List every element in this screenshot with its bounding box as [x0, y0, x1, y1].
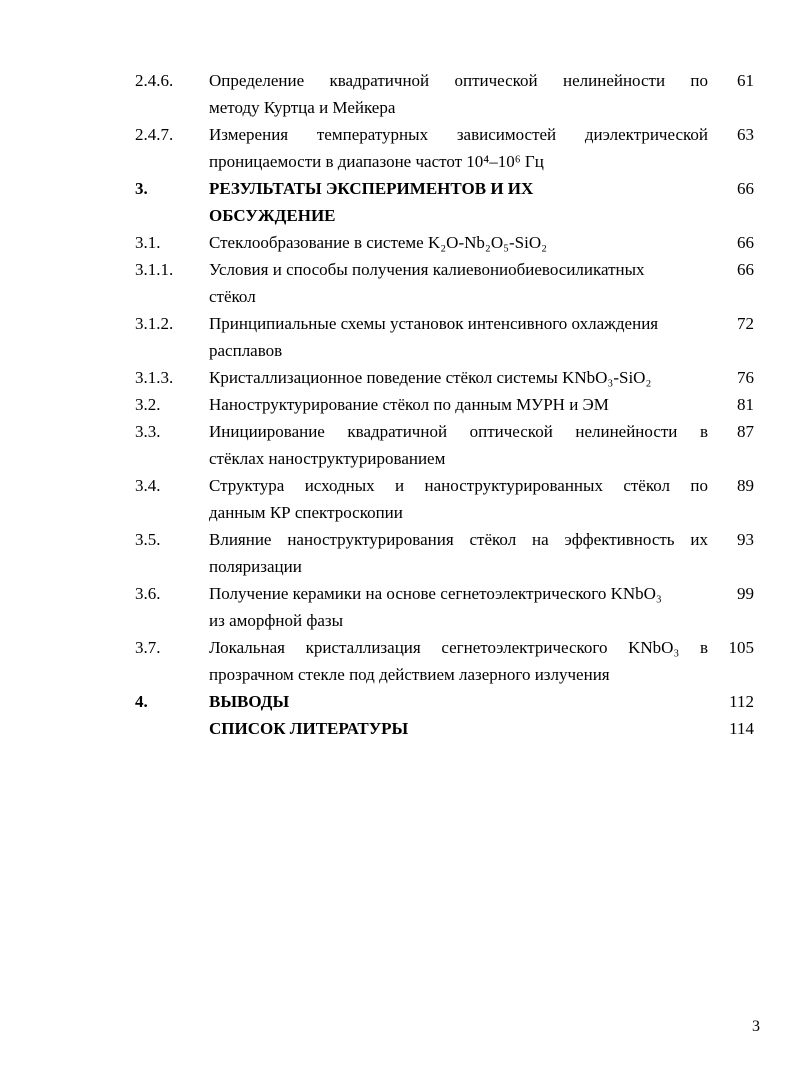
- toc-entry-title-line: РЕЗУЛЬТАТЫ ЭКСПЕРИМЕНТОВ И ИХ: [209, 179, 534, 198]
- toc-entry-title-line: стёкол: [209, 287, 256, 306]
- toc-entry-page: 89: [737, 476, 754, 495]
- toc-entry-page: 93: [737, 530, 754, 549]
- toc-entry-number: 3.7.: [135, 638, 161, 657]
- toc-entry-page: 66: [737, 233, 754, 252]
- toc-entry-number: 4.: [135, 692, 148, 711]
- toc-entry-number: 2.4.7.: [135, 125, 174, 144]
- toc-entry-title: [209, 688, 708, 715]
- toc-entry-page: 66: [737, 179, 754, 198]
- toc-entry-page: 112: [729, 692, 754, 711]
- toc-entry-title-line: Влияние наноструктурирования стёкол на эффективность их: [209, 530, 708, 549]
- toc-entry-title-line: Стеклообразование в системе K₂O-Nb₂O₅-SiO₂: [209, 233, 548, 252]
- toc-entry-title: [209, 229, 708, 256]
- toc-entry-title: [209, 472, 708, 526]
- toc-entry-page: 105: [728, 638, 754, 657]
- toc-entry-title-line: ВЫВОДЫ: [209, 692, 290, 711]
- toc-entry-title: [209, 256, 708, 310]
- toc-entry-title-line: проницаемости в диапазоне частот 10⁴–10⁶ Гц: [209, 152, 544, 171]
- toc-entry-title: [209, 310, 708, 364]
- toc-entry-title-line: Измерения температурных зависимостей диэлектрической: [209, 125, 708, 144]
- toc-entry-title-line: Принципиальные схемы установок интенсивного охлаждения: [209, 314, 659, 333]
- toc-entry-title-line: данным КР спектроскопии: [209, 503, 403, 522]
- toc-entry-title-line: Инициирование квадратичной оптической нелинейности в: [209, 422, 708, 441]
- toc-entry-number: 3.1.1.: [135, 260, 174, 279]
- toc-entry-title: [209, 634, 708, 688]
- toc-entry-page: 87: [737, 422, 754, 441]
- toc-entry-title-line: Условия и способы получения калиевониобиевосиликатных: [209, 260, 645, 279]
- toc-entry-number: 3.3.: [135, 422, 161, 441]
- toc-entry-number: 3.1.: [135, 233, 161, 252]
- toc-entry-title-line: СПИСОК ЛИТЕРАТУРЫ: [209, 719, 409, 738]
- toc-entry-number: 3.2.: [135, 395, 161, 414]
- toc-entry-title-line: расплавов: [209, 341, 283, 360]
- toc-entry-page: 72: [737, 314, 754, 333]
- toc-entry-title: [209, 121, 708, 175]
- toc-entry-number: 3.: [135, 179, 148, 198]
- toc-entry-title-line: методу Куртца и Мейкера: [209, 98, 396, 117]
- toc-entry-title-line: Структура исходных и наноструктурированных стёкол по: [209, 476, 708, 495]
- toc-entry-title-line: Наноструктурирование стёкол по данным МУРН и ЭМ: [209, 395, 609, 414]
- toc-entry-title-line: из аморфной фазы: [209, 611, 344, 630]
- toc-entry-title-line: Определение квадратичной оптической нелинейности по: [209, 71, 708, 90]
- toc-entry-page: 114: [729, 719, 754, 738]
- toc-entry-title-line: ОБСУЖДЕНИЕ: [209, 206, 336, 225]
- toc-entry-title-line: прозрачном стекле под действием лазерного излучения: [209, 665, 610, 684]
- toc-entry-title: [209, 67, 708, 121]
- toc-entry-title-line: поляризации: [209, 557, 302, 576]
- toc-entry-title: [209, 715, 708, 742]
- page-number: 3: [752, 1018, 760, 1035]
- toc-entry-title: [209, 175, 708, 229]
- toc-entry-number: 3.4.: [135, 476, 161, 495]
- toc-entry-number: 3.5.: [135, 530, 161, 549]
- toc-entry-page: 63: [737, 125, 754, 144]
- toc-entry-number: 3.1.3.: [135, 368, 174, 387]
- toc-entry-title: [209, 526, 708, 580]
- toc-entry-page: 76: [737, 368, 754, 387]
- toc-entry-title: [209, 391, 708, 418]
- toc-entry-page: 99: [737, 584, 754, 603]
- toc-entry-page: 61: [737, 71, 754, 90]
- toc-entry-title-line: Локальная кристаллизация сегнетоэлектрического KNbO₃ в: [209, 638, 708, 657]
- toc-entry-page: 66: [737, 260, 754, 279]
- toc-entry-number: 3.1.2.: [135, 314, 174, 333]
- toc-entry-number: 3.6.: [135, 584, 161, 603]
- toc-entry-title-line: Получение керамики на основе сегнетоэлектрического KNbO₃: [209, 584, 662, 603]
- toc-entry-title-line: стёклах наноструктурированием: [209, 449, 446, 468]
- toc-entry-title: [209, 580, 708, 634]
- toc-entry-title: [209, 418, 708, 472]
- toc-entry-number: 2.4.6.: [135, 71, 174, 90]
- toc-entry-title: [209, 364, 708, 391]
- toc-entry-page: 81: [737, 395, 754, 414]
- toc-entry-title-line: Кристаллизационное поведение стёкол системы KNbO₃-SiO₂: [209, 368, 652, 387]
